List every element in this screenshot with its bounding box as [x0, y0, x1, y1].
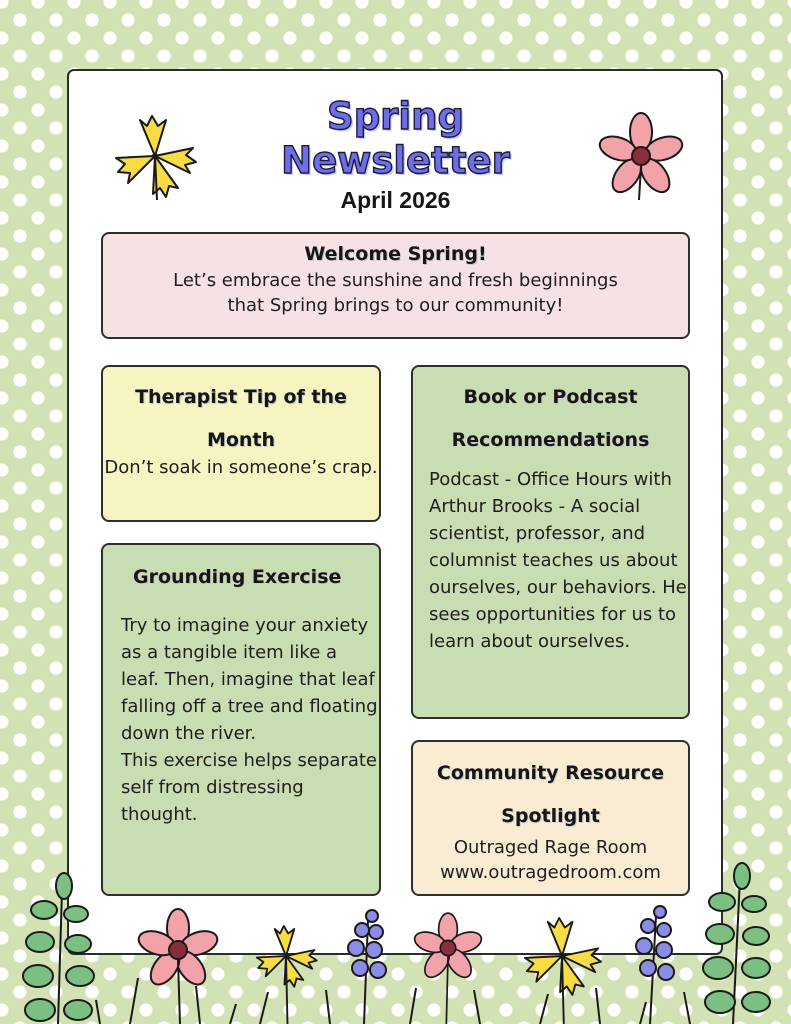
welcome-section: [101, 232, 690, 339]
therapist-tip-section: [101, 365, 381, 522]
pink-flower-icon: [136, 909, 221, 1024]
tip-heading: Therapist Tip of the Month: [135, 386, 347, 451]
yellow-flower-icon: [525, 918, 601, 1024]
title-line-1: Spring: [327, 95, 464, 138]
bluebell-icon: [636, 906, 674, 1024]
community-line-2: www.outragedroom.com: [440, 862, 661, 883]
title-line-2: Newsletter: [281, 139, 510, 182]
grounding-exercise-section: [101, 543, 381, 896]
leaf-stem-icon: [23, 873, 94, 1024]
welcome-line-2: that Spring brings to our community!: [227, 295, 564, 316]
recommendations-section: [411, 365, 690, 719]
grounding-body: Try to imagine your anxiety as a tangible item like a leaf. Then, imagine that leaf falling off a tree and floating down the river.: [121, 615, 378, 744]
grounding-body-2: This exercise helps separate self from distressing thought.: [121, 750, 377, 825]
grounding-heading: Grounding Exercise: [133, 566, 342, 588]
pink-flower-icon: [412, 913, 484, 1024]
bluebell-icon: [348, 910, 386, 1024]
recommendations-body: Podcast - Office Hours with Arthur Brooks - A social scientist, professor, and columnist teaches us about ourselves, our behaviors. He sees opportunities for us to learn about ourselves.: [429, 469, 687, 652]
leaf-stem-icon: [703, 863, 770, 1024]
welcome-line-1: Let’s embrace the sunshine and fresh beginnings: [173, 270, 618, 291]
community-line-1: Outraged Rage Room: [453, 837, 648, 858]
issue-date: April 2026: [340, 187, 451, 213]
community-heading: Community Resource Spotlight: [436, 762, 665, 827]
garden-border: [0, 860, 791, 1024]
tip-body: Don’t soak in someone’s crap.: [104, 457, 378, 478]
recommendations-heading: Book or Podcast Recommendations: [451, 386, 650, 451]
yellow-flower-icon: [257, 926, 317, 1024]
welcome-heading: Welcome Spring!: [304, 243, 487, 265]
